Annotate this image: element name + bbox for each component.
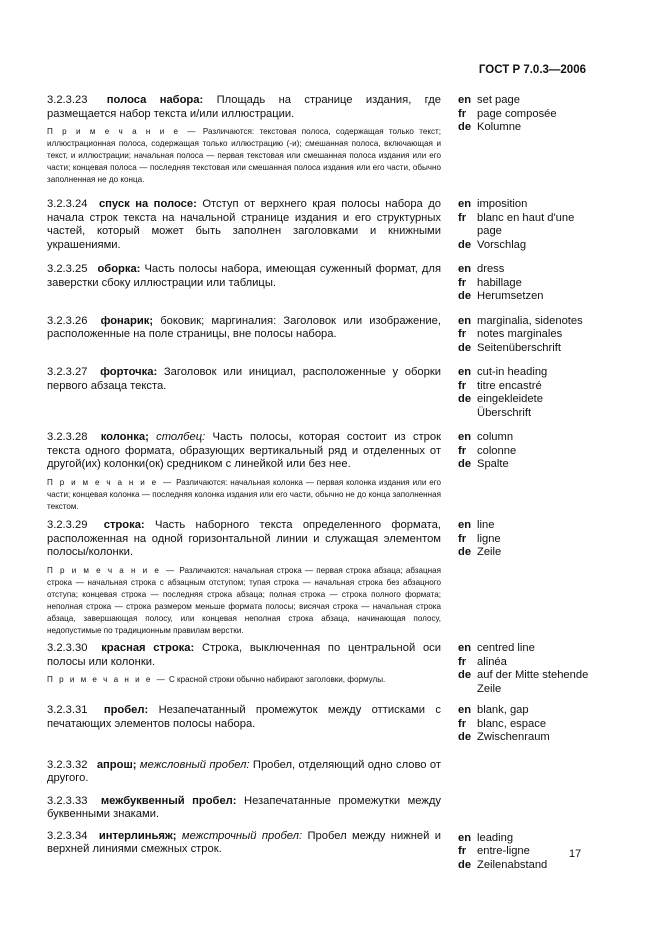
lang-code: fr — [458, 845, 467, 858]
translation-text: blanc, espace — [477, 717, 547, 730]
term-number: 3.2.3.33 — [47, 794, 88, 807]
lang-code: en — [458, 704, 472, 717]
translation-text: set page — [477, 94, 520, 106]
term-entry — [47, 263, 591, 304]
translation-row — [458, 198, 591, 212]
note-text: Различаются: начальная строка — первая строка абзаца; абзацная строка — начальная строка с абзацным отступом; тупая строка — начальная строка без абзацного отступа; концевая строка — последняя строка абзаца; полная строка — строка полного формата; неполная строка — строка размером меньше формата полосы; висячая строка — начальная строка абзаца, завершающая полосу, или концевая неполная строка абзаца, начинающая полосу, недопустимые по традиционным правилам верстки. — [47, 565, 441, 636]
translations — [458, 263, 591, 304]
term-number: 3.2.3.25 — [47, 263, 88, 276]
term-alt-name: столбец: — [156, 431, 206, 444]
lang-code: fr — [458, 379, 467, 392]
lang-code: de — [458, 858, 472, 871]
note-text: Различаются: начальная колонка — первая колонка издания или его части; концевая колонка — последняя колонка издания или его части, обычно не до конца заполненная текстом. — [47, 477, 442, 512]
term-paragraph — [47, 830, 441, 857]
lang-code: en — [458, 642, 472, 655]
term-name: интерлиньяж; — [98, 829, 177, 842]
lang-code: en — [458, 431, 472, 444]
translation-text: Spalte — [477, 458, 509, 471]
term-definition: боковик; маргиналия: Заголовок или изображение, расположенные на поле страницы, вне полосы набора. — [47, 314, 442, 341]
lang-code: en — [458, 831, 472, 844]
translation-row — [458, 656, 591, 670]
translation-text: ligne — [477, 532, 501, 545]
translation-row — [458, 290, 591, 304]
lang-code: de — [458, 290, 472, 303]
translations — [458, 795, 591, 822]
translation-text: notes marginales — [477, 328, 563, 341]
term-entry — [47, 431, 591, 513]
term-number: 3.2.3.24 — [47, 198, 88, 211]
lang-code: de — [458, 393, 472, 406]
note-label: П р и м е ч а н и е — — [47, 127, 198, 136]
translation-text: auf der Mitte stehende Zeile — [477, 669, 589, 695]
translation-row — [458, 239, 591, 253]
translation-row — [458, 121, 591, 135]
translation-text: column — [477, 431, 514, 444]
translation-row — [458, 94, 591, 108]
term-note — [47, 674, 441, 686]
translation-text: habillage — [477, 276, 522, 289]
term-paragraph — [47, 795, 441, 822]
translation-text: centred line — [477, 642, 535, 655]
term-name: межбуквенный пробел: — [100, 794, 237, 807]
translation-text: Zeilenabstand — [477, 858, 548, 871]
lang-code: de — [458, 669, 472, 682]
term-number: 3.2.3.28 — [47, 431, 88, 444]
lang-code: en — [458, 198, 472, 211]
translations — [458, 431, 591, 513]
note-text: С красной строки обычно набирают заголовки, формулы. — [168, 675, 386, 685]
translation-row — [458, 431, 591, 445]
lang-code: de — [458, 458, 472, 471]
term-number: 3.2.3.27 — [47, 366, 88, 379]
translation-text: leading — [477, 831, 514, 844]
translations — [458, 519, 591, 637]
lang-code: en — [458, 94, 472, 106]
translation-row — [458, 315, 591, 329]
translations — [458, 642, 591, 696]
term-name: красная строка: — [101, 642, 195, 655]
term-name: строка: — [103, 519, 145, 532]
lang-code: en — [458, 314, 472, 327]
translation-text: cut-in heading — [477, 366, 548, 379]
translation-text: dress — [477, 263, 505, 276]
term-name: апрош; — [96, 758, 137, 771]
lang-code: de — [458, 341, 472, 354]
lang-code: de — [458, 546, 472, 559]
page-number: 17 — [569, 848, 582, 860]
translation-text: entre-ligne — [477, 845, 530, 858]
lang-code: en — [458, 519, 472, 532]
lang-code: de — [458, 731, 472, 744]
translation-row — [458, 108, 591, 122]
term-definition: Пробел между нижней и верхней линиями смежных строк. — [47, 829, 441, 856]
translation-text: blanc en haut d'une page — [477, 211, 575, 238]
term-paragraph — [47, 704, 441, 731]
term-entry — [47, 94, 591, 186]
term-number: 3.2.3.32 — [47, 758, 88, 771]
term-number: 3.2.3.29 — [47, 519, 88, 532]
term-paragraph — [47, 431, 441, 472]
lang-code: fr — [458, 211, 467, 224]
term-entry — [47, 198, 591, 252]
lang-code: fr — [458, 444, 467, 457]
translation-text: Kolumne — [477, 121, 522, 133]
term-name: оборка: — [97, 263, 141, 276]
note-label: П р и м е ч а н и е — — [47, 477, 174, 487]
translation-row — [458, 277, 591, 291]
note-text: Различаются: текстовая полоса, содержащая только текст; иллюстрационная полоса, содержащая только иллюстрацию (-и); смешанная полоса, включающая и текст, и иллюстрации; начальная полоса — первая текстовая или смешанная полоса издания или его части; концевая полоса — последняя текстовая или смешанная полоса издания или его части, обычно заполненная не до конца. — [47, 127, 441, 185]
translation-row — [458, 731, 591, 745]
lang-code: de — [458, 238, 472, 251]
translation-row — [458, 328, 591, 342]
term-name: полоса набора: — [106, 94, 204, 106]
term-definition: Строка, выключенная по центральной оси полосы или колонки. — [47, 642, 442, 668]
lang-code: fr — [458, 532, 467, 545]
term-entry — [47, 795, 591, 822]
translations — [458, 759, 591, 786]
term-entry — [47, 830, 591, 873]
translation-row — [458, 859, 591, 873]
translation-text: blank, gap — [477, 704, 529, 717]
term-definition: Заголовок или инициал, расположенные у оборки первого абзаца текста. — [47, 366, 441, 392]
term-definition: Площадь на странице издания, где размещается набор текста и/или иллюстрации. — [47, 94, 441, 120]
note-label: П р и м е ч а н и е — — [47, 565, 177, 575]
term-number: 3.2.3.23 — [47, 94, 88, 106]
translation-text: titre encastré — [477, 379, 542, 392]
term-paragraph — [47, 642, 441, 669]
translations — [458, 94, 591, 186]
term-definition: Незапечатанные промежутки между буквенными знаками. — [47, 794, 442, 821]
term-definition: Часть наборного текста определенного формата, расположенная на одной горизонтальной линии и служащая элементом полосы/колонки. — [47, 519, 441, 559]
term-name: форточка: — [100, 366, 158, 379]
translation-row — [458, 832, 591, 846]
translation-text: imposition — [477, 198, 528, 211]
translation-row — [458, 366, 591, 380]
lang-code: en — [458, 366, 472, 379]
term-definition: Отступ от верхнего края полосы набора до начала строк текста на начальной странице издания и его структурных частей, который может быть заполнен заголовками и книжными украшениями. — [47, 198, 442, 251]
translation-text: Herumsetzen — [477, 290, 544, 303]
term-number: 3.2.3.34 — [47, 829, 88, 842]
note-label: П р и м е ч а н и е — — [47, 675, 167, 685]
document-header: ГОСТ Р 7.0.3—2006 — [478, 64, 586, 76]
translation-row — [458, 642, 591, 656]
translations — [458, 198, 591, 252]
lang-code: fr — [458, 655, 467, 668]
translations — [458, 704, 591, 745]
lang-code: fr — [458, 328, 467, 341]
lang-code: fr — [458, 107, 467, 120]
term-entry — [47, 642, 591, 696]
term-paragraph — [47, 94, 441, 121]
translation-text: Zeile — [477, 546, 502, 559]
term-note — [47, 565, 441, 638]
translation-row — [458, 445, 591, 459]
translations — [458, 315, 591, 356]
term-note — [47, 477, 441, 513]
translation-row — [458, 718, 591, 732]
term-paragraph — [47, 315, 441, 342]
translation-text: Vorschlag — [477, 238, 527, 251]
translation-text: colonne — [477, 444, 517, 457]
translation-row — [458, 342, 591, 356]
translation-row — [458, 669, 591, 696]
lang-code: de — [458, 121, 472, 133]
translation-text: alinéa — [477, 655, 507, 668]
translations — [458, 366, 591, 420]
term-number: 3.2.3.31 — [47, 704, 88, 717]
term-paragraph — [47, 198, 441, 252]
translation-row — [458, 704, 591, 718]
term-definition: Часть полосы, которая состоит из строк текста одного формата, образующих вертикальный ряд и отделенных от другой(их) колонки(ок) средником с линейкой или без нее. — [47, 431, 442, 471]
translation-row — [458, 212, 591, 239]
term-name: пробел: — [103, 704, 149, 717]
translation-row — [458, 533, 591, 547]
term-entry — [47, 759, 591, 786]
term-definition: Пробел, отделяющий одно слово от другого. — [47, 758, 442, 785]
term-note — [47, 126, 441, 186]
term-paragraph — [47, 263, 441, 290]
translation-text: Seitenüberschrift — [477, 341, 561, 354]
term-number: 3.2.3.26 — [47, 314, 88, 327]
term-entries — [47, 94, 591, 872]
term-definition: Часть полосы набора, имеющая суженный формат, для заверстки сбоку иллюстрации или таблицы. — [47, 263, 441, 289]
translation-row — [458, 380, 591, 394]
term-name: колонка; — [100, 431, 149, 444]
translation-text: line — [477, 519, 495, 532]
translation-text: eingekleidete Überschrift — [477, 393, 543, 419]
term-name: спуск на полосе: — [98, 198, 197, 211]
term-paragraph — [47, 759, 441, 786]
translation-row — [458, 393, 591, 420]
term-entry — [47, 704, 591, 745]
term-alt-name: межстрочный пробел: — [181, 829, 303, 842]
translation-row — [458, 263, 591, 277]
lang-code: fr — [458, 276, 467, 289]
term-entry — [47, 315, 591, 356]
translation-row — [458, 546, 591, 560]
term-paragraph — [47, 519, 441, 560]
lang-code: fr — [458, 717, 467, 730]
term-alt-name: межсловный пробел: — [139, 758, 250, 771]
term-name: фонарик; — [100, 314, 154, 327]
translation-row — [458, 519, 591, 533]
term-number: 3.2.3.30 — [47, 642, 88, 655]
term-entry — [47, 519, 591, 637]
term-entry — [47, 366, 591, 420]
translation-row — [458, 458, 591, 472]
term-paragraph — [47, 366, 441, 393]
lang-code: en — [458, 263, 472, 276]
translation-text: Zwischenraum — [477, 731, 550, 744]
translation-text: page composée — [477, 107, 557, 120]
term-definition: Незапечатанный промежуток между оттисками с печатающих элементов полосы набора. — [47, 704, 442, 730]
translation-text: marginalia, sidenotes — [477, 314, 583, 327]
